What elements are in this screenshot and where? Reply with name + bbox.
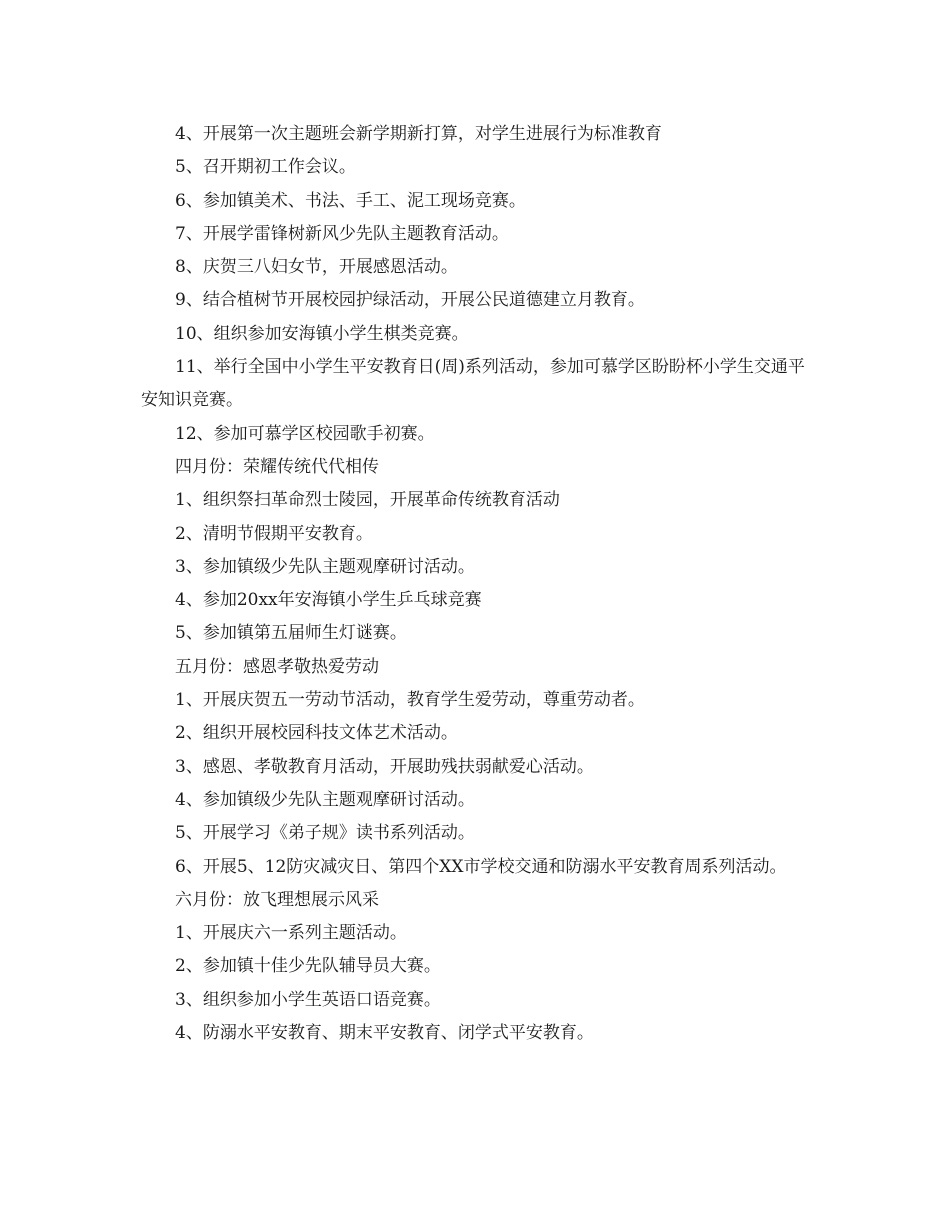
list-item: 9、结合植树节开展校园护绿活动，开展公民道德建立月教育。 xyxy=(175,290,645,311)
document-body xyxy=(141,118,821,1050)
list-item: 11、举行全国中小学生平安教育日(周)系列活动，参加可慕学区盼盼杯小学生交通平安知识竞赛。 xyxy=(141,357,805,411)
list-item: 4、参加20xx年安海镇小学生乒乓球竞赛 xyxy=(175,590,482,611)
section-heading-april: 四月份：荣耀传统代代相传 xyxy=(175,456,379,477)
list-item: 7、开展学雷锋树新风少先队主题教育活动。 xyxy=(175,223,509,244)
list-item: 4、防溺水平安教育、期末平安教育、闭学式平安教育。 xyxy=(175,1023,594,1044)
list-item: 5、开展学习《弟子规》读书系列活动。 xyxy=(175,823,475,844)
list-item: 10、组织参加安海镇小学生棋类竞赛。 xyxy=(175,323,469,344)
list-item: 1、开展庆六一系列主题活动。 xyxy=(175,923,407,944)
list-item: 2、清明节假期平安教育。 xyxy=(175,523,373,544)
section-heading-june: 六月份：放飞理想展示风采 xyxy=(175,889,379,910)
list-item: 12、参加可慕学区校园歌手初赛。 xyxy=(175,423,435,444)
list-item: 2、组织开展校园科技文体艺术活动。 xyxy=(175,723,458,744)
list-item: 1、开展庆贺五一劳动节活动，教育学生爱劳动，尊重劳动者。 xyxy=(175,690,645,711)
list-item: 3、组织参加小学生英语口语竞赛。 xyxy=(175,989,441,1010)
list-item: 8、庆贺三八妇女节，开展感恩活动。 xyxy=(175,257,458,278)
list-item: 5、参加镇第五届师生灯谜赛。 xyxy=(175,623,407,644)
list-item: 4、开展第一次主题班会新学期新打算，对学生进展行为标准教育 xyxy=(175,124,662,144)
list-item: 3、参加镇级少先队主题观摩研讨活动。 xyxy=(175,556,475,577)
list-item: 1、组织祭扫革命烈士陵园，开展革命传统教育活动 xyxy=(175,490,560,511)
list-item: 6、参加镇美术、书法、手工、泥工现场竞赛。 xyxy=(175,190,526,211)
list-item: 5、召开期初工作会议。 xyxy=(175,157,356,178)
list-item: 4、参加镇级少先队主题观摩研讨活动。 xyxy=(175,789,475,810)
list-item: 2、参加镇十佳少先队辅导员大赛。 xyxy=(175,956,441,977)
list-item: 6、开展5、12防灾减灾日、第四个XX市学校交通和防溺水平安教育周系列活动。 xyxy=(175,856,787,877)
section-heading-may: 五月份：感恩孝敬热爱劳动 xyxy=(175,656,379,677)
list-item: 3、感恩、孝敬教育月活动，开展助残扶弱献爱心活动。 xyxy=(175,756,594,777)
